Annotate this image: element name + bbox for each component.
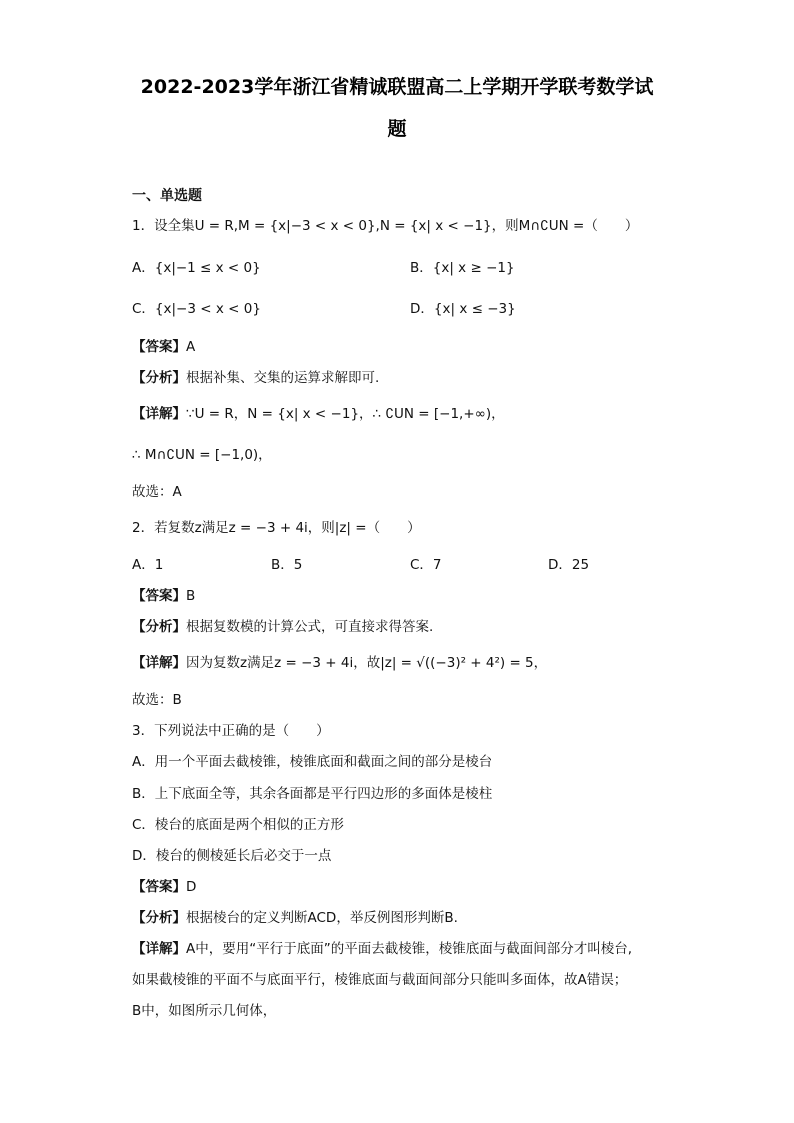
analysis-tag: 【分析】 — [132, 910, 186, 926]
q3-analysis — [132, 908, 458, 928]
q2-detail — [132, 653, 547, 673]
q2-stem: 2．若复数z满足z = −3 + 4i，则|z| =（ ） — [132, 520, 421, 536]
analysis-tag: 【分析】 — [132, 370, 186, 386]
answer-value: A — [186, 339, 196, 355]
document-title-line1: 2022-2023学年浙江省精诚联盟高二上学期开学联考数学试 — [140, 76, 654, 98]
q3-option-d: D．棱台的侧棱延长后必交于一点 — [132, 848, 332, 864]
answer-tag: 【答案】 — [132, 588, 186, 604]
section-heading: 一、单选题 — [132, 188, 202, 204]
detail-tag: 【详解】 — [132, 941, 186, 957]
q1-detail — [132, 404, 505, 424]
analysis-text: 根据棱台的定义判断ACD，举反例图形判断B. — [186, 910, 458, 926]
detail-tag: 【详解】 — [132, 655, 186, 671]
analysis-text: 根据复数模的计算公式，可直接求得答案. — [186, 619, 434, 635]
q2-choose: 故选：B — [132, 692, 182, 708]
q2-analysis — [132, 617, 433, 637]
answer-tag: 【答案】 — [132, 339, 186, 355]
q1-option-b: B．{x| x ≥ −1} — [410, 260, 515, 276]
q3-stem: 3．下列说法中正确的是（ ） — [132, 723, 330, 739]
answer-value: D — [186, 879, 197, 895]
analysis-tag: 【分析】 — [132, 619, 186, 635]
q1-option-d: D．{x| x ≤ −3} — [410, 301, 516, 317]
q3-detail-line3: B中，如图所示几何体， — [132, 1003, 277, 1019]
q3-option-a: A．用一个平面去截棱锥，棱锥底面和截面之间的部分是棱台 — [132, 754, 493, 770]
q2-answer — [132, 586, 195, 606]
q3-answer — [132, 877, 196, 897]
q1-stem: 1．设全集U = R,M = {x|−3 < x < 0},N = {x| x < −1}，则M∩∁UN =（ ） — [132, 218, 639, 234]
q3-option-c: C．棱台的底面是两个相似的正方形 — [132, 817, 344, 833]
q3-detail — [132, 939, 632, 959]
q2-option-a: A．1 — [132, 557, 164, 573]
answer-tag: 【答案】 — [132, 879, 186, 895]
q1-answer — [132, 337, 195, 357]
q2-option-b: B．5 — [271, 557, 303, 573]
q2-option-d: D．25 — [548, 557, 590, 573]
analysis-text: 根据补集、交集的运算求解即可. — [186, 370, 380, 386]
q1-option-a: A．{x|−1 ≤ x < 0} — [132, 260, 261, 276]
detail-text: ∵U = R，N = {x| x < −1}，∴ ∁UN = [−1,+∞)， — [186, 406, 505, 422]
q1-analysis — [132, 368, 379, 388]
q3-detail-line2: 如果截棱锥的平面不与底面平行，棱锥底面与截面间部分只能叫多面体，故A错误； — [132, 972, 628, 988]
q1-option-c: C．{x|−3 < x < 0} — [132, 301, 261, 317]
q2-option-c: C．7 — [410, 557, 442, 573]
detail-text: A中，要用“平行于底面”的平面去截棱锥，棱锥底面与截面间部分才叫棱台, — [186, 941, 633, 957]
answer-value: B — [186, 588, 196, 604]
q3-option-b: B．上下底面全等，其余各面都是平行四边形的多面体是棱柱 — [132, 786, 493, 802]
detail-tag: 【详解】 — [132, 406, 186, 422]
q1-detail-line2: ∴ M∩∁UN = [−1,0)， — [132, 447, 272, 463]
document-title-line2: 题 — [387, 118, 407, 140]
q1-choose: 故选：A — [132, 484, 182, 500]
detail-text: 因为复数z满足z = −3 + 4i，故|z| = √((−3)² + 4²) = 5， — [186, 655, 548, 671]
